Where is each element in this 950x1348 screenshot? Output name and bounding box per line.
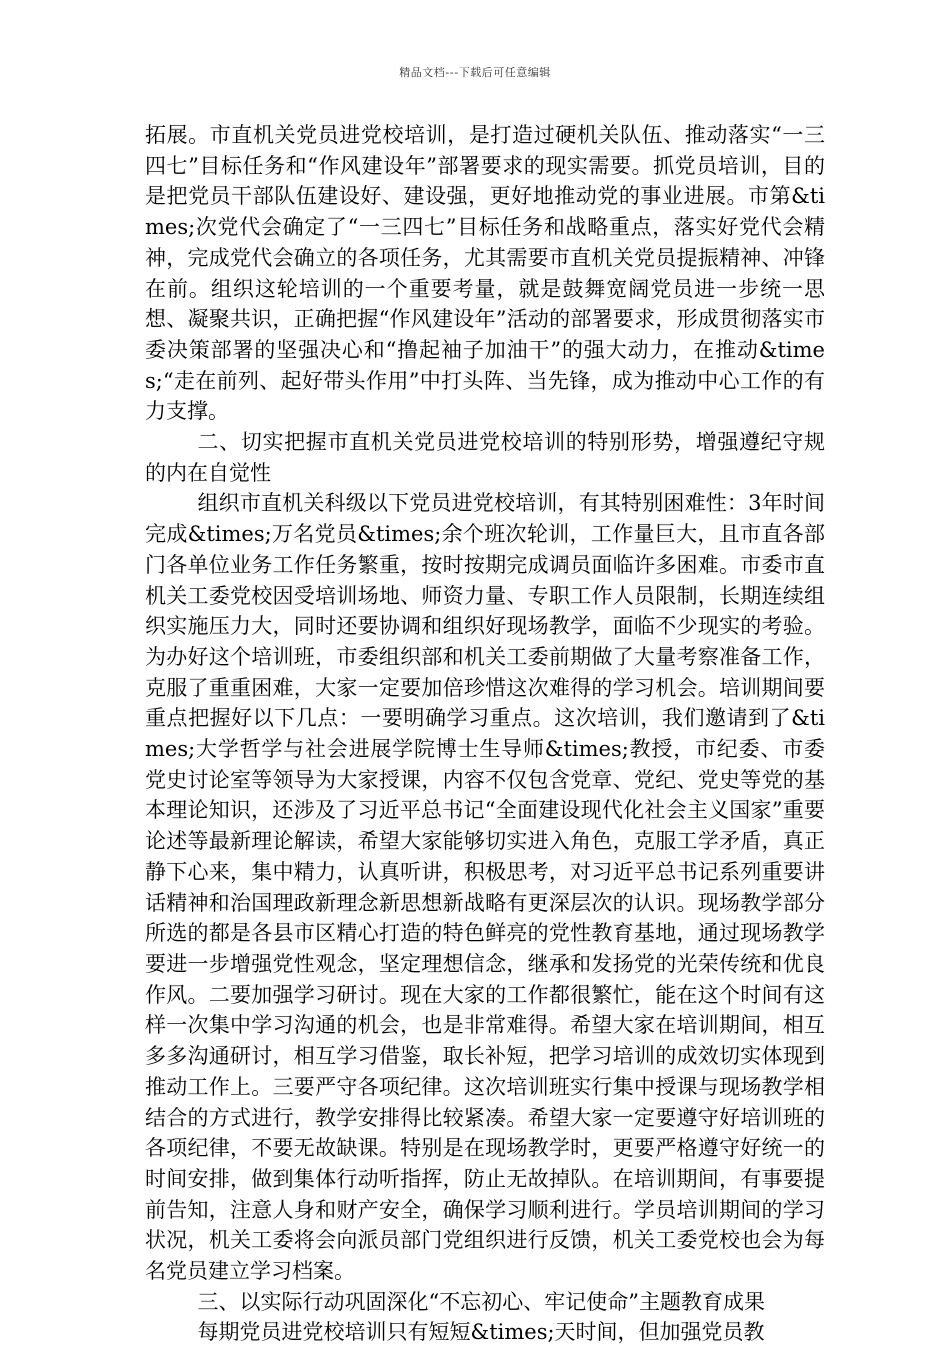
document-body [145,120,825,1348]
section-heading-3: 三、以实际行动巩固深化“不忘初心、牢记使命”主题教育成果 [197,1289,765,1314]
paragraph-3: 每期党员进党校培训只有短短&times;天时间，但加强党员教 [197,1320,765,1345]
section-heading-2: 二、切实把握市直机关党员进党校培训的特别形势，增强遵纪守规的内在自觉性 [145,430,825,485]
page-header: 精品文档---下载后可任意编辑 [399,66,551,79]
paragraph-1: 拓展。市直机关党员进党校培训，是打造过硬机关队伍、推动落实“一三四七”目标任务和“作风建设年”部署要求的现实需要。抓党员培训，目的是把党员干部队伍建设好、建设强，更好地推动党的事业进展。市第&times;次党代会确定了“一三四七”目标任务和战略重点，落实好党代会精神，完成党代会确立的各项任务，尤其需要市直机关党员提振精神、冲锋在前。组织这轮培训的一个重要考量，就是鼓舞宽阔党员进一步统一思想、凝聚共识，正确把握“作风建设年”活动的部署要求，形成贯彻落实市委决策部署的坚强决心和“撸起袖子加油干”的强大动力，在推动&times;“走在前列、起好带头作用”中打头阵、当先锋，成为推动中心工作的有力支撑。 [145,123,825,424]
paragraph-2: 组织市直机关科级以下党员进党校培训，有其特别困难性：3年时间完成&times;万名党员&times;余个班次轮训，工作量巨大，且市直各部门各单位业务工作任务繁重，按时按期完成调员面临许多困难。市委市直机关工委党校因受培训场地、师资力量、专职工作人员限制，长期连续组织实施压力大，同时还要协调和组织好现场教学，面临不少现实的考验。为办好这个培训班，市委组织部和机关工委前期做了大量考察准备工作，克服了重重困难，大家一定要加倍珍惜这次难得的学习机会。培训期间要重点把握好以下几点：一要明确学习重点。这次培训，我们邀请到了&times;大学哲学与社会进展学院博士生导师&times;教授，市纪委、市委党史讨论室等领导为大家授课，内容不仅包含党章、党纪、党史等党的基本理论知识，还涉及了习近平总书记“全面建设现代化社会主义国家”重要论述等最新理论解读，希望大家能够切实进入角色，克服工学矛盾，真正静下心来，集中精力，认真听讲，积极思考，对习近平总书记系列重要讲话精神和治国理政新理念新思想新战略有更深层次的认识。现场教学部分所选的都是各县市区精心打造的特色鲜亮的党性教育基地，通过现场教学要进一步增强党性观念，坚定理想信念，继承和发扬党的光荣传统和优良作风。二要加强学习研讨。现在大家的工作都很繁忙，能在这个时间有这样一次集中学习沟通的机会，也是非常难得。希望大家在培训期间，相互多多沟通研讨，相互学习借鉴，取长补短，把学习培训的成效切实体现到推动工作上。三要严守各项纪律。这次培训班实行集中授课与现场教学相结合的方式进行，教学安排得比较紧凑。希望大家一定要遵守好培训班的各项纪律，不要无故缺课。特别是在现场教学时，更要严格遵守好统一的时间安排，做到集体行动听指挥，防止无故掉队。在培训期间，有事要提前告知，注意人身和财产安全，确保学习顺利进行。学员培训期间的学习状况，机关工委将会向派员部门党组织进行反馈，机关工委党校也会为每名党员建立学习档案。 [145,491,825,1284]
